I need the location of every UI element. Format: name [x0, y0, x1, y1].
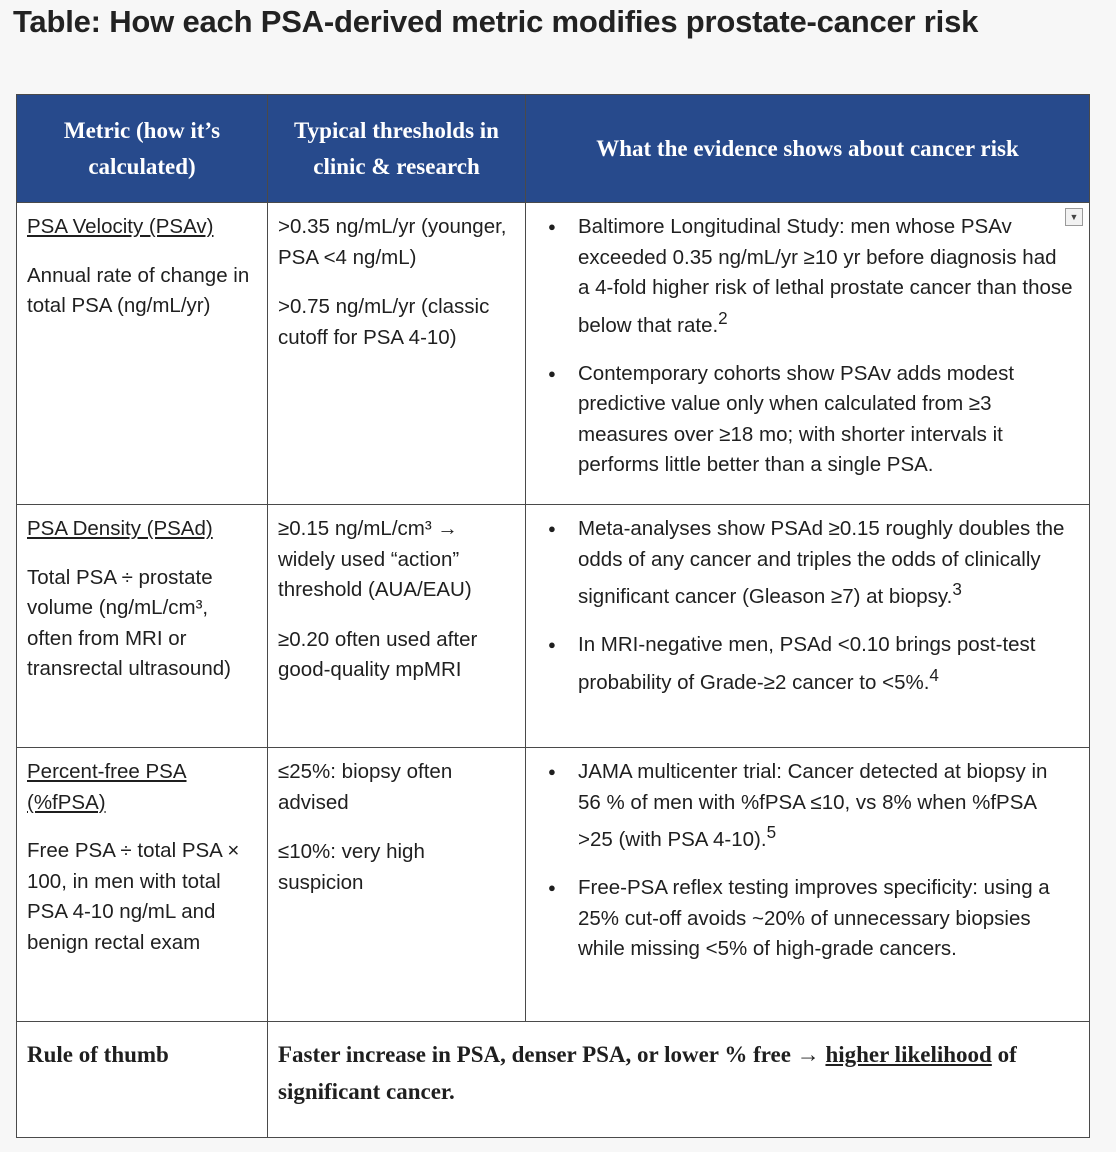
metric-cell	[17, 203, 268, 505]
table-row-rule-of-thumb	[17, 1022, 1090, 1138]
rule-label: Rule of thumb	[17, 1022, 268, 1138]
evidence-item	[536, 514, 1079, 612]
evidence-item	[536, 873, 1079, 965]
thresholds-cell	[268, 748, 526, 1022]
metric-name: PSA Velocity (PSAv)	[27, 215, 214, 238]
evidence-cell	[526, 505, 1090, 748]
threshold-text: ≤10%: very high suspicion	[278, 840, 425, 894]
evidence-list	[536, 514, 1079, 698]
metric-description: Total PSA ÷ prostate volume (ng/mL/cm³, often from MRI or transrectal ultrasound)	[27, 565, 231, 680]
metric-name: PSA Density (PSAd)	[27, 517, 213, 540]
metric-description: Free PSA ÷ total PSA × 100, in men with total PSA 4-10 ng/mL and benign rectal exam	[27, 839, 240, 954]
threshold-text: ≥0.20 often used after good-quality mpMRI	[278, 627, 478, 681]
table-header-row	[17, 95, 1090, 203]
evidence-text: Contemporary cohorts show PSAv adds modest predictive value only when calculated from ≥3 measures over ≥18 mo; with shorter intervals it performs little better than a single PSA.	[578, 361, 1015, 477]
thresholds-cell	[268, 203, 526, 505]
evidence-item	[536, 757, 1079, 855]
table-row-psa-density	[17, 505, 1090, 748]
header-thresholds: Typical thresholds in clinic & research	[268, 95, 526, 203]
evidence-cell	[526, 748, 1090, 1022]
chevron-down-icon[interactable]: ▼	[1065, 208, 1083, 226]
thresholds-cell	[268, 505, 526, 748]
threshold-text: ≥0.15 ng/mL/cm³ → widely used “action” threshold (AUA/EAU)	[278, 517, 472, 601]
page-title: Table: How each PSA-derived metric modifies prostate-cancer risk	[13, 4, 979, 39]
evidence-text: Baltimore Longitudinal Study: men whose PSAv exceeded 0.35 ng/mL/yr ≥10 yr before diagnosis had a 4-fold higher risk of lethal prostate cancer than those below that rate.	[578, 215, 1073, 337]
threshold-text: >0.75 ng/mL/yr (classic cutoff for PSA 4-10)	[278, 295, 490, 349]
threshold-text: ≤25%: biopsy often advised	[278, 760, 453, 814]
evidence-cell	[526, 203, 1090, 505]
evidence-list	[536, 757, 1079, 965]
threshold-text: >0.35 ng/mL/yr (younger, PSA <4 ng/mL)	[278, 215, 507, 269]
metric-description: Annual rate of change in total PSA (ng/mL/yr)	[27, 263, 250, 317]
metric-cell	[17, 505, 268, 748]
citation-ref: 4	[929, 665, 939, 685]
rule-text-before: Faster increase in PSA, denser PSA, or lower % free →	[278, 1042, 826, 1067]
evidence-text: In MRI-negative men, PSAd <0.10 brings post-test probability of Grade-≥2 cancer to <5%.	[578, 633, 1036, 694]
psa-metrics-table	[16, 94, 1090, 1138]
evidence-text: Free-PSA reflex testing improves specificity: using a 25% cut-off avoids ~20% of unnecessary biopsies while missing <5% of high-grade cancers.	[578, 876, 1050, 961]
header-evidence: What the evidence shows about cancer risk	[526, 95, 1090, 203]
evidence-text: Meta-analyses show PSAd ≥0.15 roughly doubles the odds of any cancer and triples the odds of clinically significant cancer (Gleason ≥7) at biopsy.	[578, 517, 1065, 608]
metric-name: Percent-free PSA (%fPSA)	[27, 760, 187, 814]
rule-text-cell	[268, 1022, 1090, 1138]
citation-ref: 3	[952, 580, 962, 599]
evidence-item	[536, 212, 1079, 341]
metric-cell	[17, 748, 268, 1022]
evidence-list	[536, 212, 1079, 481]
table-row-percent-free-psa	[17, 748, 1090, 1022]
citation-ref: 2	[718, 308, 728, 328]
rule-text-after: of significant cancer.	[278, 1042, 1017, 1104]
evidence-text: JAMA multicenter trial: Cancer detected at biopsy in 56 % of men with %fPSA ≤10, vs 8% when %fPSA >25 (with PSA 4-10).	[578, 760, 1048, 851]
evidence-item	[536, 359, 1079, 481]
rule-emphasis: higher likelihood	[825, 1042, 992, 1067]
table-row-psa-velocity	[17, 203, 1090, 505]
citation-ref: 5	[766, 823, 777, 842]
header-metric: Metric (how it’s calculated)	[17, 95, 268, 203]
evidence-item	[536, 630, 1079, 698]
